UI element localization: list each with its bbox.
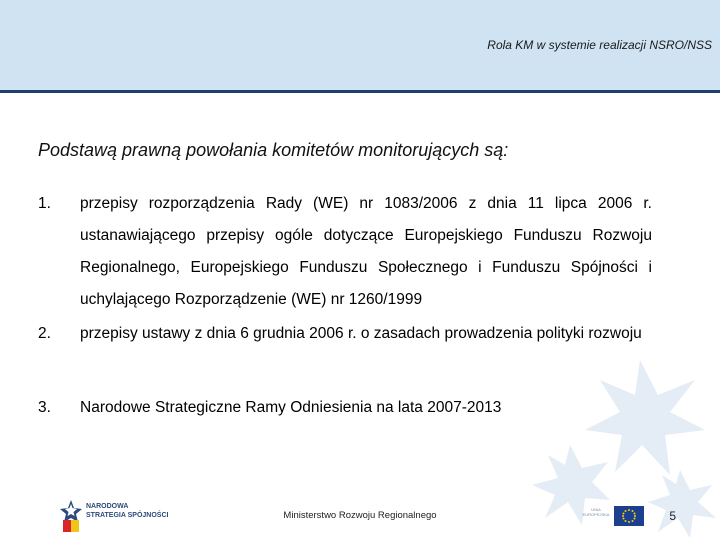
eu-logo [578,503,646,531]
page-number: 5 [669,509,676,523]
header-rule [0,90,720,93]
footer-ministry: Ministerstwo Rozwoju Regionalnego [283,510,437,521]
list-item [38,392,652,424]
nss-logo-line2: STRATEGIA SPÓJNOŚCI [86,511,169,519]
list-item-number: 2. [38,325,51,342]
list-item-text: przepisy ustawy z dnia 6 grudnia 2006 r. o zasadach prowadzenia polityki rozwoju [80,325,642,342]
list-item-text: przepisy rozporządzenia Rady (WE) nr 1083/2006 z dnia 11 lipca 2006 r. ustanawiającego przepisy ogóle dotyczące Europejskiego Funduszu Rozwoju Regionalnego, Europejskiego Funduszu Społecznego i Funduszu Spójności i uchylającego Rozporządzenie (WE) nr 1260/1999 [80,195,652,308]
nss-logo-line1: NARODOWA [86,503,129,510]
header-title: Rola KM w systemie realizacji NSRO/NSS [487,38,712,52]
eu-logo-line2: EUROPEJSKA [582,512,610,517]
eu-flag-icon [614,506,644,526]
page-heading: Podstawą prawną powołania komitetów monitorujących są: [38,140,509,160]
list-item-text: Narodowe Strategiczne Ramy Odniesienia na lata 2007-2013 [80,399,502,416]
list-item [38,318,652,350]
eu-logo-line1: UNIA [591,507,601,512]
list-item [38,188,652,316]
list-item-number: 1. [38,195,51,212]
list-item-number: 3. [38,399,51,416]
